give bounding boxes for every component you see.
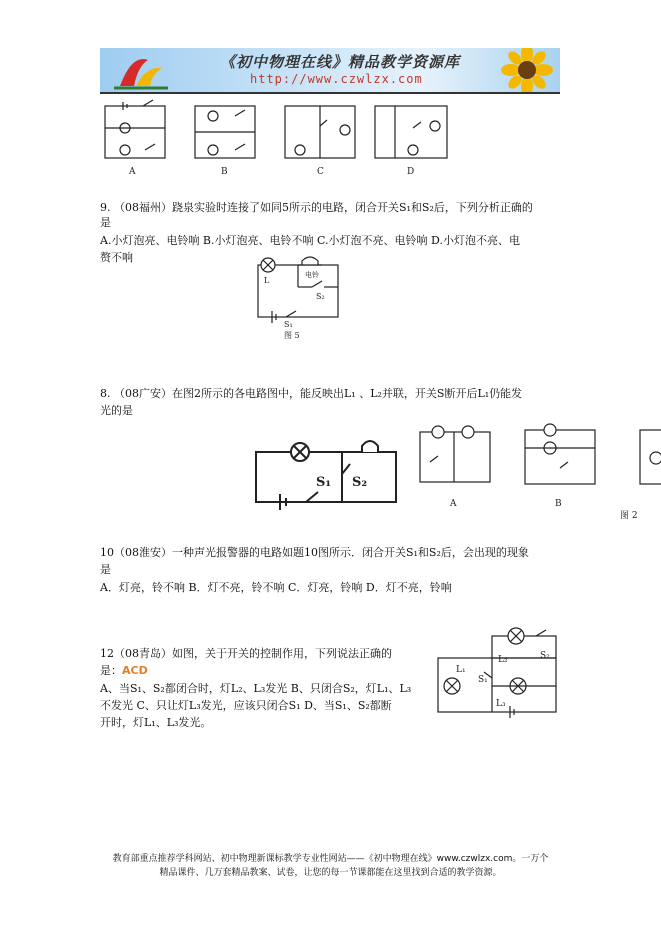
q12-answer: ACD xyxy=(122,664,148,677)
q8-option-b-label: B xyxy=(555,499,562,509)
q8-line2: 光的是 xyxy=(100,404,133,417)
q9-circuit-figure xyxy=(250,255,350,340)
q12-s1-label: S₁ xyxy=(478,675,488,685)
q9-line2: 是 xyxy=(100,216,111,229)
fig-label-d: D xyxy=(407,167,415,177)
q12-line1: 12（08青岛）如图，关于开关的控制作用，下列说法正确的 xyxy=(100,647,392,660)
q9-figure-caption: 图 5 xyxy=(284,331,300,340)
q10-options: A．灯亮，铃不响 B．灯不亮，铃不响 C．灯亮，铃响 D．灯不亮，铃响 xyxy=(100,581,452,594)
q12-line4: 不发光 C、只让灯L₃发光，应该只闭合S₁ D、当S₁、S₂都断 xyxy=(100,699,392,712)
site-title: 《初中物理在线》精品教学资源库 xyxy=(220,53,461,71)
q8-option-circuits xyxy=(410,412,661,522)
q12-l3-label: L₃ xyxy=(496,699,506,709)
logo-icon xyxy=(112,52,172,90)
q9-s1-label: S₁ xyxy=(284,320,293,329)
q10-line1: 10（08淮安）一种声光报警器的电路如题10图所示．闭合开关S₁和S₂后，会出现的现象 xyxy=(100,546,529,559)
fig-label-b: B xyxy=(221,167,228,177)
top-circuit-figure xyxy=(95,98,465,178)
sunflower-icon xyxy=(495,48,560,92)
q12-line2 xyxy=(100,663,148,678)
q8-figure-caption: 图 2 xyxy=(620,511,638,521)
q8-main-circuit xyxy=(250,430,400,510)
q9-bell-label: 电铃 xyxy=(305,271,319,279)
q8-s2-label: S₂ xyxy=(352,475,368,490)
q8-s1-label: S₁ xyxy=(316,475,332,490)
q9-line1: 9. （08福州）跷泉实验时连接了如同5所示的电路，闭合开关S₁和S₂后，下列分析正确的 xyxy=(100,201,533,214)
q12-l2-label: L₂ xyxy=(498,655,508,665)
q9-options: A.小灯泡亮、电铃响 B.小灯泡亮、电铃不响 C.小灯泡不亮、电铃响 D.小灯泡不亮、电 xyxy=(100,234,520,247)
fig-label-c: C xyxy=(317,167,324,177)
q9-lamp-label: L xyxy=(264,276,270,285)
q10-line2: 是 xyxy=(100,563,111,576)
q12-circuit-figure xyxy=(432,622,572,722)
q12-s2-label: S₂ xyxy=(540,651,550,661)
q9-options-2: 赘不响 xyxy=(100,251,133,264)
q8-line1: 8. （08广安）在图2所示的各电路图中，能反映出L₁ 、L₂并联，开关S断开后L₁仍能发 xyxy=(100,387,523,400)
q12-line3: A、当S₁、S₂都闭合时，灯L₂、L₃发光 B、只闭合S₂，灯L₁、L₃ xyxy=(100,682,412,695)
q12-line5: 开时，灯L₁、L₃发光。 xyxy=(100,716,212,729)
q8-option-a-label: A xyxy=(450,499,457,509)
q12-l1-label: L₁ xyxy=(456,665,466,675)
site-url[interactable]: http://www.czwlzx.com xyxy=(250,72,423,86)
q9-s2-label: S₂ xyxy=(316,292,325,301)
header-banner xyxy=(100,48,560,94)
q12-line2-prefix: 是： xyxy=(100,664,122,677)
fig-label-a: A xyxy=(129,167,136,177)
footer-line1: 教育部重点推荐学科网站、初中物理新课标教学专业性网站——《初中物理在线》www.czwlzx.com。一万个 xyxy=(112,854,549,864)
footer-line2: 精品课件、几万套精品教案、试卷，让您的每一节课都能在这里找到合适的教学资源。 xyxy=(159,868,502,878)
